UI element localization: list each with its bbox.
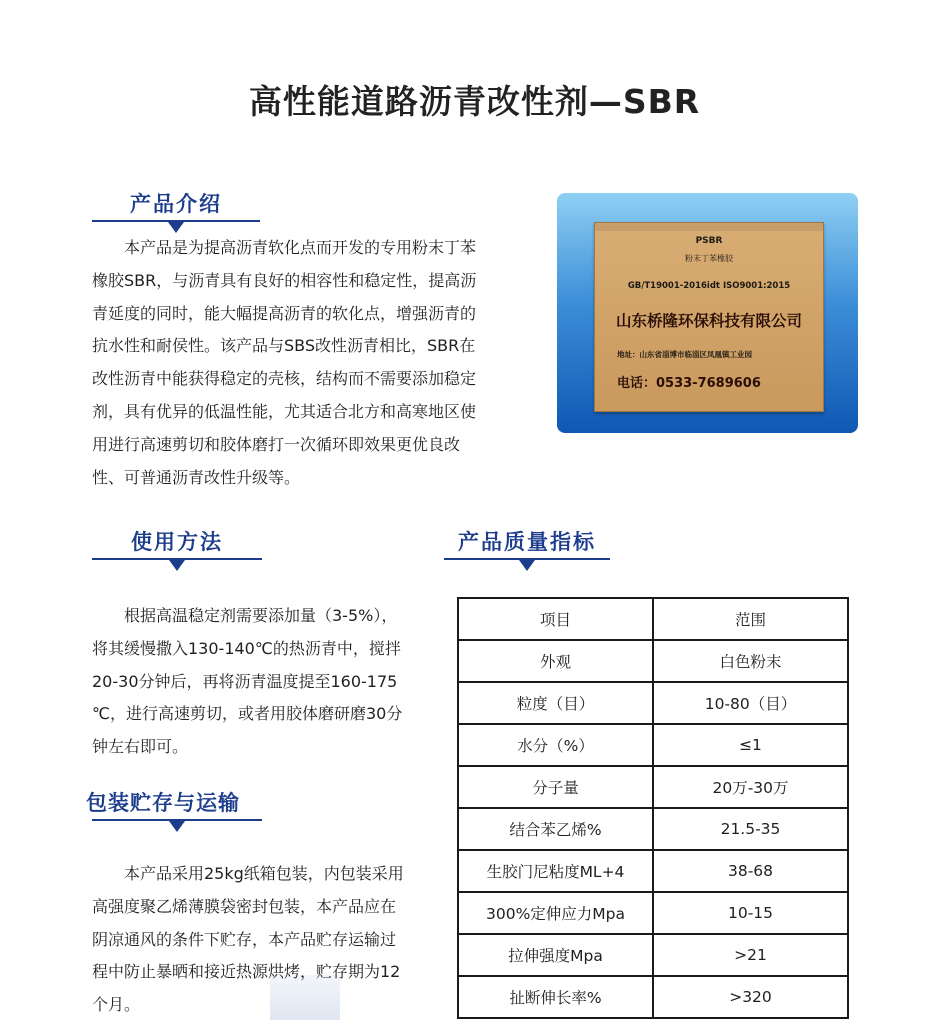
table-cell: 10-15	[653, 892, 848, 934]
table-row	[458, 724, 848, 766]
quality-table	[457, 597, 849, 1019]
table-cell: ≤1	[653, 724, 848, 766]
product-photo	[557, 193, 858, 433]
table-row	[458, 808, 848, 850]
intro-line: 改性沥青中能获得稳定的壳核，结构而不需要添加稳定	[92, 369, 477, 389]
intro-paragraph	[92, 232, 532, 494]
table-cell: 10-80（目）	[653, 682, 848, 724]
intro-line: 用进行高速剪切和胶体磨打一次循环即效果更优良改	[92, 434, 461, 454]
table-row	[458, 682, 848, 724]
packaging-paragraph	[92, 858, 452, 1022]
table-cell: 38-68	[653, 850, 848, 892]
usage-heading	[92, 526, 262, 572]
table-cell: 粒度（目）	[458, 682, 653, 724]
intro-line: 剂，具有优异的低温性能，尤其适合北方和高寒地区使	[92, 401, 477, 421]
usage-line: 20-30分钟后，再将沥青温度提至160-175	[92, 671, 398, 691]
packaging-line: 个月。	[92, 995, 141, 1015]
table-row	[458, 976, 848, 1018]
intro-line: 青延度的同时，能大幅提高沥青的软化点，增强沥青的	[92, 303, 477, 323]
carton-standard: GB/T19001-2016idt ISO9001:2015	[627, 281, 791, 291]
carton-product-name: 粉末丁苯橡胶	[685, 254, 733, 263]
carton-address: 地址：山东省淄博市临淄区凤凰镇工业园	[617, 350, 752, 359]
triangle-down-icon	[519, 560, 535, 571]
triangle-down-icon	[169, 821, 185, 832]
usage-line: 钟左右即可。	[92, 737, 189, 757]
intro-heading-label: 产品介绍	[130, 192, 222, 216]
usage-line: 根据高温稳定剂需要添加量（3-5%），	[124, 606, 398, 625]
carton-code: PSBR	[695, 236, 723, 246]
table-row	[458, 934, 848, 976]
table-cell: 分子量	[458, 766, 653, 808]
carton-flap	[595, 223, 823, 231]
table-row	[458, 640, 848, 682]
table-cell: 范围	[653, 598, 848, 640]
packaging-heading-label: 包装贮存与运输	[86, 791, 240, 815]
table-cell: 白色粉末	[653, 640, 848, 682]
quality-heading-label: 产品质量指标	[458, 530, 596, 554]
usage-line: ℃，进行高速剪切，或者用胶体磨研磨30分	[92, 704, 403, 724]
triangle-down-icon	[169, 560, 185, 571]
table-cell: 水分（%）	[458, 724, 653, 766]
carton-phone: 电话：0533-7689606	[617, 376, 761, 391]
table-cell: 21.5-35	[653, 808, 848, 850]
table-cell: 扯断伸长率%	[458, 976, 653, 1018]
page-title: 高性能道路沥青改性剂—SBR	[248, 82, 701, 121]
table-cell: 生胶门尼粘度ML+4	[458, 850, 653, 892]
packaging-line: 程中防止暴晒和接近热源烘烤，贮存期为12	[92, 962, 401, 982]
usage-paragraph	[92, 600, 452, 764]
table-row	[458, 892, 848, 934]
table-row	[458, 766, 848, 808]
intro-line: 橡胶SBR，与沥青具有良好的相容性和稳定性，提高沥	[92, 270, 477, 290]
intro-line: 本产品是为提高沥青软化点而开发的专用粉末丁苯	[124, 238, 477, 257]
table-cell: 外观	[458, 640, 653, 682]
table-cell: 项目	[458, 598, 653, 640]
packaging-line: 阴凉通风的条件下贮存，本产品贮存运输过	[92, 929, 397, 949]
quality-heading	[444, 526, 610, 572]
packaging-heading	[86, 787, 262, 833]
table-cell: >21	[653, 934, 848, 976]
intro-line: 性、可普通沥青改性升级等。	[92, 467, 301, 487]
table-cell: 拉伸强度Mpa	[458, 934, 653, 976]
table-cell: 300%定伸应力Mpa	[458, 892, 653, 934]
carton-company: 山东桥隆环保科技有限公司	[615, 312, 802, 330]
packaging-line: 本产品采用25kg纸箱包装，内包装采用	[124, 864, 404, 883]
table-cell: 20万-30万	[653, 766, 848, 808]
usage-heading-label: 使用方法	[131, 530, 223, 554]
intro-line: 抗水性和耐侯性。该产品与SBS改性沥青相比，SBR在	[92, 336, 476, 356]
product-carton	[594, 222, 824, 412]
intro-heading	[92, 188, 260, 234]
table-cell: 结合苯乙烯%	[458, 808, 653, 850]
table-row	[458, 850, 848, 892]
usage-line: 将其缓慢撒入130-140℃的热沥青中，搅拌	[92, 638, 401, 658]
table-cell: >320	[653, 976, 848, 1018]
packaging-line: 高强度聚乙烯薄膜袋密封包装，本产品应在	[92, 896, 397, 916]
table-row	[458, 598, 848, 640]
